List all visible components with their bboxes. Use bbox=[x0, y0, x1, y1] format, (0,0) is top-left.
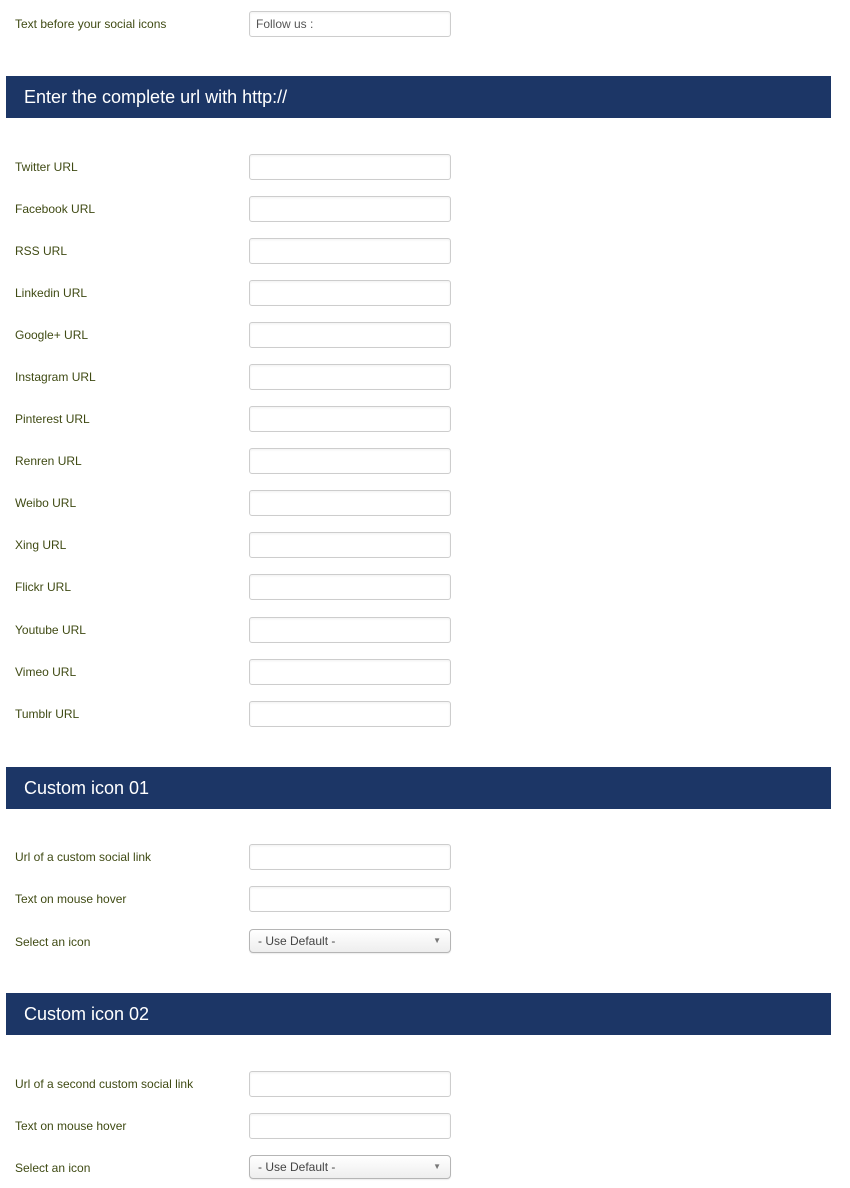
rss-url-input[interactable] bbox=[249, 238, 451, 264]
linkedin-url-label: Linkedin URL bbox=[15, 286, 88, 300]
custom1-icon-label: Select an icon bbox=[15, 935, 91, 949]
vimeo-url-row bbox=[0, 659, 850, 685]
intro-row bbox=[0, 11, 850, 37]
custom2-icon-row bbox=[0, 1155, 850, 1181]
linkedin-url-row bbox=[0, 280, 850, 306]
weibo-url-label: Weibo URL bbox=[15, 496, 77, 510]
rss-url-label: RSS URL bbox=[15, 244, 68, 258]
custom1-url-label: Url of a custom social link bbox=[15, 850, 152, 864]
renren-url-label: Renren URL bbox=[15, 454, 82, 468]
pinterest-url-label: Pinterest URL bbox=[15, 412, 90, 426]
facebook-url-input[interactable] bbox=[249, 196, 451, 222]
url-section-title: Enter the complete url with http:// bbox=[24, 87, 288, 107]
tumblr-url-row bbox=[0, 701, 850, 727]
chevron-down-icon: ▼ bbox=[433, 1162, 441, 1171]
url-section-header bbox=[6, 76, 831, 118]
tumblr-url-input[interactable] bbox=[249, 701, 451, 727]
custom2-url-input[interactable] bbox=[249, 1071, 451, 1097]
rss-url-row bbox=[0, 238, 850, 264]
vimeo-url-input[interactable] bbox=[249, 659, 451, 685]
xing-url-input[interactable] bbox=[249, 532, 451, 558]
custom2-icon-selected: - Use Default - bbox=[258, 1160, 336, 1174]
renren-url-input[interactable] bbox=[249, 448, 451, 474]
twitter-url-row bbox=[0, 154, 850, 180]
custom1-icon-selected: - Use Default - bbox=[258, 934, 336, 948]
custom1-icon-select[interactable] bbox=[249, 929, 451, 953]
pinterest-url-input[interactable] bbox=[249, 406, 451, 432]
twitter-url-input[interactable] bbox=[249, 154, 451, 180]
custom-icon-01-header bbox=[6, 767, 831, 809]
facebook-url-label: Facebook URL bbox=[15, 202, 96, 216]
intro-text-input[interactable] bbox=[249, 11, 451, 37]
googleplus-url-input[interactable] bbox=[249, 322, 451, 348]
custom1-url-input[interactable] bbox=[249, 844, 451, 870]
custom-icon-01-title: Custom icon 01 bbox=[24, 778, 150, 798]
custom1-hover-row bbox=[0, 886, 850, 912]
instagram-url-label: Instagram URL bbox=[15, 370, 96, 384]
custom2-hover-row bbox=[0, 1113, 850, 1139]
chevron-down-icon: ▼ bbox=[433, 936, 441, 945]
custom2-hover-input[interactable] bbox=[249, 1113, 451, 1139]
youtube-url-label: Youtube URL bbox=[15, 623, 86, 637]
youtube-url-row bbox=[0, 617, 850, 643]
googleplus-url-row bbox=[0, 322, 850, 348]
custom1-hover-label: Text on mouse hover bbox=[15, 892, 127, 906]
custom-icon-02-title: Custom icon 02 bbox=[24, 1004, 150, 1024]
flickr-url-input[interactable] bbox=[249, 574, 451, 600]
weibo-url-row bbox=[0, 490, 850, 516]
renren-url-row bbox=[0, 448, 850, 474]
custom2-url-label: Url of a second custom social link bbox=[15, 1077, 194, 1091]
tumblr-url-label: Tumblr URL bbox=[15, 707, 80, 721]
pinterest-url-row bbox=[0, 406, 850, 432]
custom1-url-row bbox=[0, 844, 850, 870]
custom2-icon-select[interactable] bbox=[249, 1155, 451, 1179]
xing-url-row bbox=[0, 532, 850, 558]
facebook-url-row bbox=[0, 196, 850, 222]
instagram-url-row bbox=[0, 364, 850, 390]
custom1-icon-row bbox=[0, 929, 850, 955]
intro-label: Text before your social icons bbox=[15, 17, 167, 31]
linkedin-url-input[interactable] bbox=[249, 280, 451, 306]
custom2-url-row bbox=[0, 1071, 850, 1097]
flickr-url-label: Flickr URL bbox=[15, 580, 71, 594]
custom2-hover-label: Text on mouse hover bbox=[15, 1119, 127, 1133]
flickr-url-row bbox=[0, 574, 850, 600]
instagram-url-input[interactable] bbox=[249, 364, 451, 390]
custom1-hover-input[interactable] bbox=[249, 886, 451, 912]
twitter-url-label: Twitter URL bbox=[15, 160, 78, 174]
vimeo-url-label: Vimeo URL bbox=[15, 665, 77, 679]
weibo-url-input[interactable] bbox=[249, 490, 451, 516]
youtube-url-input[interactable] bbox=[249, 617, 451, 643]
xing-url-label: Xing URL bbox=[15, 538, 67, 552]
googleplus-url-label: Google+ URL bbox=[15, 328, 89, 342]
custom-icon-02-header bbox=[6, 993, 831, 1035]
custom2-icon-label: Select an icon bbox=[15, 1161, 91, 1175]
intro-text-value: Follow us : bbox=[256, 17, 314, 31]
